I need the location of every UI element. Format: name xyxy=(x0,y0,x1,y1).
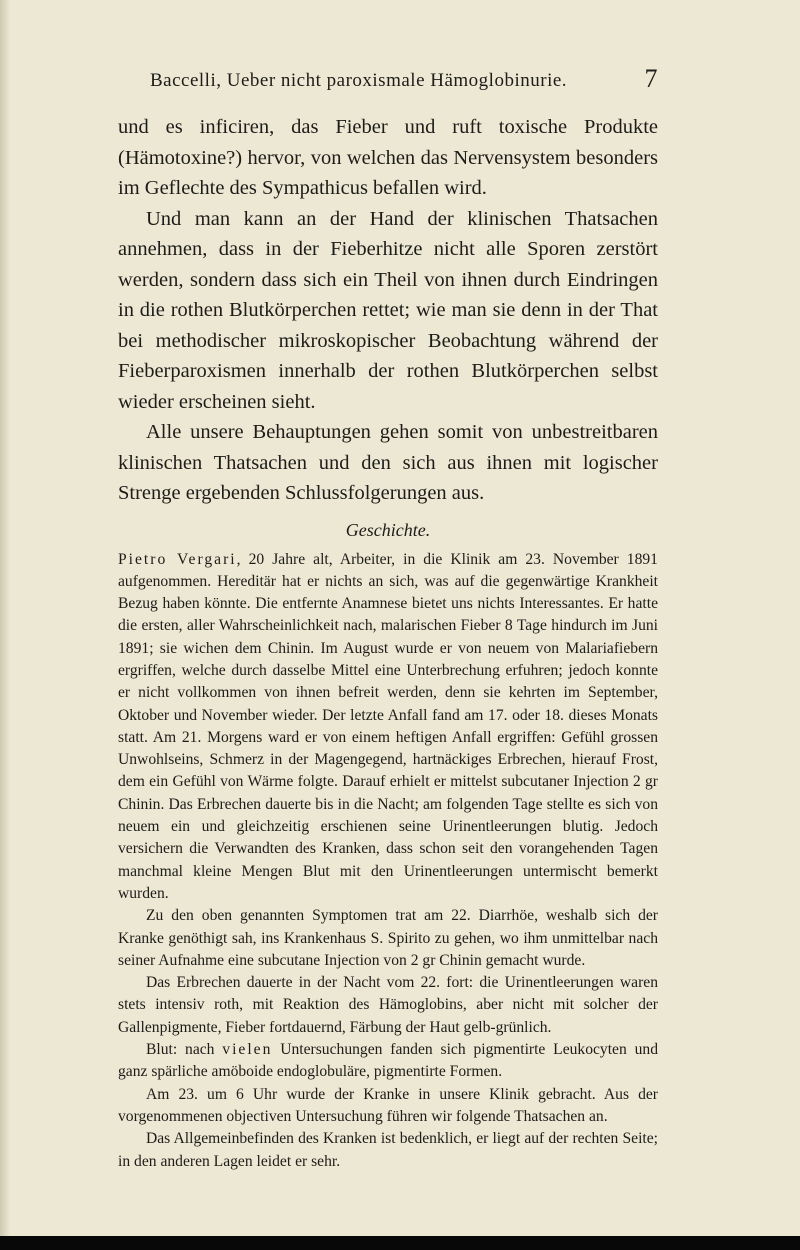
case-paragraph-text: Blut: nach xyxy=(146,1041,223,1059)
running-title: Baccelli, Ueber nicht paroxismale Hämoglobinurie. xyxy=(150,70,568,91)
case-paragraph-text: Untersuchungen fanden sich pigmentirte Leukocyten und ganz spärliche amöboide endoglobuläre, pigmentirte Formen. xyxy=(118,1041,658,1081)
emphasized-word: vielen xyxy=(222,1041,273,1059)
page-body xyxy=(118,112,658,1173)
case-paragraph xyxy=(118,549,658,906)
case-paragraph xyxy=(118,1039,658,1084)
case-paragraph-text: , 20 Jahre alt, Arbeiter, in die Klinik am 23. November 1891 aufgenommen. Hereditär hat er nichts an sich, was auf die gegenwärtige Krankheit Bezug haben könnte. Die entfernte Anamnese bietet uns nichts Interessantes. Er hatte die ersten, aller Wahrscheinlichkeit nach, malarischen Fieber 8 Tage hindurch im Juni 1891; sie wichen dem Chinin. Im August wurde er von neuem von Malariafiebern ergriffen, welche durch dasselbe Mittel eine Unterbrechung erfuhren; jedoch konnte er nicht vollkommen von ihnen befreit werden, denn sie kehrten im September, Oktober und November wieder. Der letzte Anfall fand am 17. oder 18. dieses Monats statt. Am 21. Morgens ward er von einem heftigen Anfall ergriffen: Gefühl grossen Unwohlseins, Schmerz in der Magengegend, hartnäckiges Erbrechen, hierauf Frost, dem ein Gefühl von Wärme folgte. Darauf erhielt er mittelst subcutaner Injection 2 gr Chinin. Das Erbrechen dauerte bis in die Nacht; am folgenden Tage stellte es sich von neuem ein und gleichzeitig erschienen seine Urinentleerungen blutig. Jedoch versichern die Verwandten des Kranken, dass schon seit den vorangehenden Tagen manchmal kleine Mengen Blut mit den Urinentleerungen untermischt bemerkt wurden. xyxy=(118,550,658,902)
case-paragraph: Zu den oben genannten Symptomen trat am 22. Diarrhöe, weshalb sich der Kranke genöthigt sah, ins Krankenhaus S. Spirito zu gehen, wo ihm unmittelbar nach seiner Aufnahme eine subcutane Injection von 2 gr Chinin gemacht wurde. xyxy=(118,907,658,969)
scan-bottom-edge xyxy=(0,1236,800,1250)
intro-paragraph: und es inficiren, das Fieber und ruft toxische Produkte (Hämotoxine?) hervor, von welchen das Nervensystem besonders im Geflechte des Sympathicus befallen wird. xyxy=(118,116,658,199)
patient-name: Pietro Vergari xyxy=(118,550,237,568)
intro-paragraph: Alle unsere Behauptungen gehen somit von unbestreitbaren klinischen Thatsachen und den sich aus ihnen mit logischer Strenge ergebenden Schlussfolgerungen aus. xyxy=(118,421,658,504)
case-paragraph: Das Erbrechen dauerte in der Nacht vom 22. fort: die Urinentleerungen waren stets intensiv roth, mit Reaktion des Hämoglobins, aber nicht mit solcher der Gallenpigmente, Fieber fortdauernd, Färbung der Haut gelb-grünlich. xyxy=(118,974,658,1036)
page-gutter-shadow xyxy=(0,0,10,1236)
case-paragraph: Am 23. um 6 Uhr wurde der Kranke in unsere Klinik gebracht. Aus der vorgenommenen objectiven Untersuchung führen wir folgende Thatsachen an. xyxy=(118,1085,658,1125)
case-paragraph: Das Allgemeinbefinden des Kranken ist bedenklich, er liegt auf der rechten Seite; in den anderen Lagen leidet er sehr. xyxy=(118,1130,658,1170)
section-heading: Geschichte. xyxy=(345,519,431,540)
intro-paragraph: Und man kann an der Hand der klinischen Thatsachen annehmen, dass in der Fieberhitze nicht alle Sporen zerstört werden, sondern dass sich ein Theil von ihnen durch Eindringen in die rothen Blutkörperchen rettet; wie man sie denn in der That bei methodischer mikroskopischer Beobachtung während der Fieberparoxismen innerhalb der rothen Blutkörperchen selbst wieder erscheinen sieht. xyxy=(118,207,658,413)
page-header xyxy=(150,64,658,94)
page-number: 7 xyxy=(644,64,658,93)
